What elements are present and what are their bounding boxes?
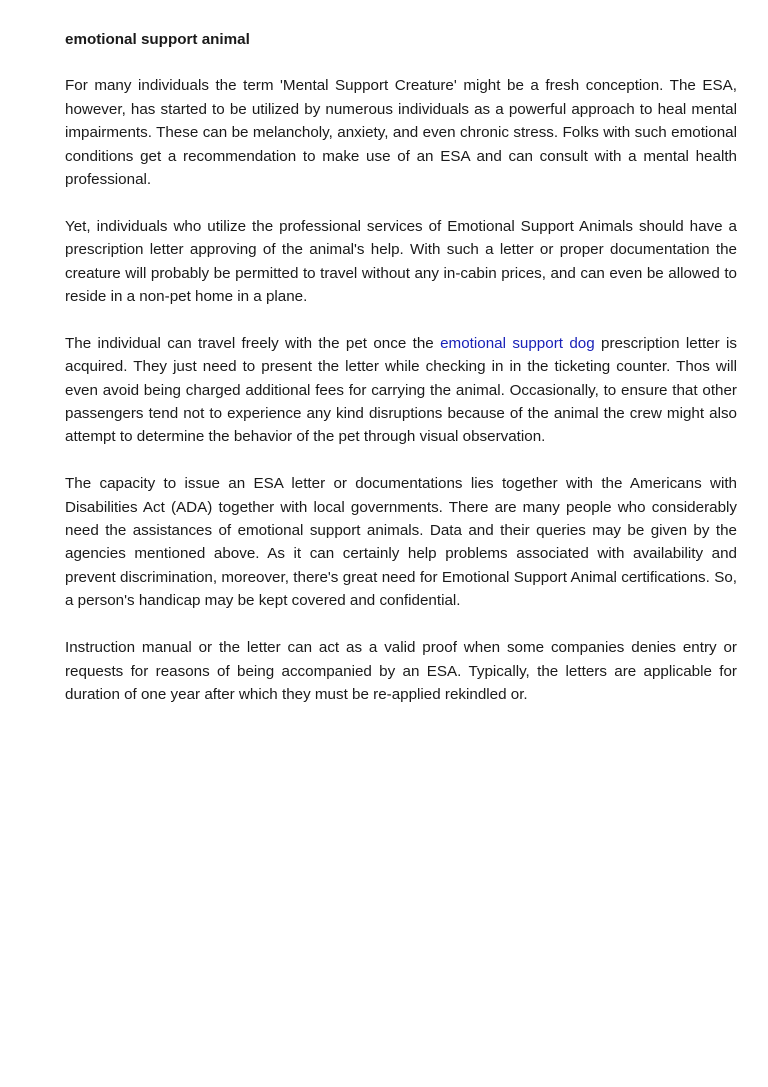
paragraph-5: Instruction manual or the letter can act as a valid proof when some companies denies entry or requests for reasons of being accompanied by an ESA. Typically, the letters are applicable for duration of one year after which they must be re-applied rekindled or. (65, 639, 737, 703)
emotional-support-dog-link[interactable]: emotional support dog (440, 334, 595, 352)
paragraph-2: Yet, individuals who utilize the professional services of Emotional Support Animals should have a prescription letter approving of the animal's help. With such a letter or proper documentation the creature will probably be permitted to travel without any in-cabin prices, and can even be allowed to reside in a non-pet home in a plane. (65, 217, 737, 306)
paragraph-3-before: The individual can travel freely with the pet once the (65, 334, 441, 352)
paragraph-4: The capacity to issue an ESA letter or documentations lies together with the Americans with Disabilities Act (ADA) together with local governments. There are many people who considerably need the assistances of emotional support animals. Data and their queries may be given by the agencies mentioned above. As it can certainly help problems associated with availability and prevent discrimination, moreover, there's great need for Emotional Support Animal certifications. So, a person's handicap may be kept covered and confidential. (65, 475, 737, 610)
paragraph-3-after: prescription letter is acquired. They just need to present the letter while checking in in the ticketing counter. Thos will even avoid being charged additional fees for carrying the animal. Occasionally, to ensure that other passengers tend not to experience any kind disruptions because of the animal the crew might also attempt to determine the behavior of the pet through visual observation. (65, 334, 737, 446)
document-page (65, 28, 737, 730)
paragraph-3 (65, 332, 737, 449)
document-title: emotional support animal (65, 31, 250, 48)
paragraph-1: For many individuals the term 'Mental Support Creature' might be a fresh conception. The ESA, however, has started to be utilized by numerous individuals as a powerful approach to heal mental impairments. These can be melancholy, anxiety, and even chronic stress. Folks with such emotional conditions get a recommendation to make use of an ESA and can consult with a mental health professional. (65, 77, 737, 189)
